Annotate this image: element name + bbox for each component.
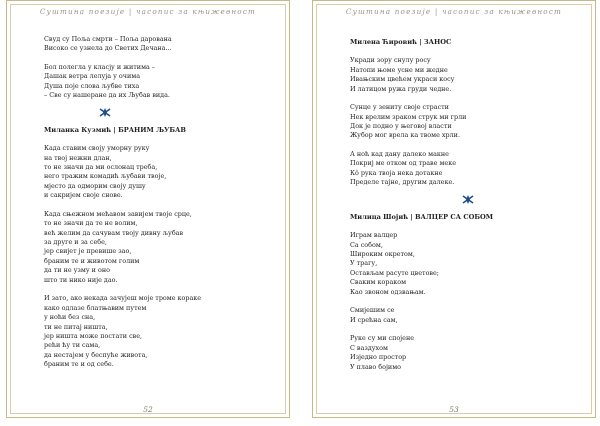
- poem-line: Широким окретом,: [350, 250, 415, 259]
- poem-line: то не значи да те не волим,: [44, 219, 138, 228]
- poem-stanza: [350, 231, 585, 297]
- poem-line: за друге и за себе,: [44, 238, 107, 247]
- page-left: [6, 0, 290, 418]
- poem-line: Руке су ми спојене: [350, 334, 414, 343]
- poem-line: Пределе тајне, другим далеке.: [350, 178, 455, 187]
- poem-line: већ желим да сачувам твоју дивну љубав: [44, 228, 184, 237]
- poem-stanza: [350, 56, 585, 94]
- poem-line: Високо се узнела до Светих Дечана...: [44, 44, 172, 53]
- page-number: 53: [449, 405, 459, 414]
- poem-line: и сакријем своје снове.: [44, 191, 123, 200]
- page-content: [44, 35, 279, 379]
- poem-line: на твој нежни длан,: [44, 153, 112, 162]
- poem-line: јер свијет је превише зао,: [44, 247, 132, 256]
- poem-line: јер ништа може постати све,: [44, 331, 143, 340]
- poem-stanza: [44, 210, 279, 285]
- section-divider-ornament-icon: [44, 108, 279, 118]
- poem-stanza: [350, 150, 585, 188]
- poem-line: А ноћ кад дану далеко макне: [350, 150, 449, 159]
- poem-line: Када ставим своју уморну руку: [44, 144, 150, 153]
- poem-line: Натопи њоме усне ми жедне: [350, 65, 448, 74]
- poem-title: Милица Шојић | ВАЛЦЕР СА СОБОМ: [350, 212, 493, 221]
- poem-line: Укради зору снулу росу: [350, 56, 431, 65]
- poem-line: Играм валцер: [350, 231, 398, 240]
- poem-line: мјесто да одморим своју душу: [44, 181, 146, 190]
- running-header: Суштина поезије | часопис за књижевност: [345, 7, 563, 16]
- poem-line: да ти не узму и оно: [44, 266, 110, 275]
- poem-line: Нек врелим зраком струк ми грли: [350, 112, 467, 121]
- poem-line: У плаво бојимо: [350, 362, 402, 371]
- poem-line: У трагу,: [350, 259, 378, 268]
- poem-line: Смијешим се: [350, 306, 395, 315]
- poem-line: Жубор мог врела ка твоме хрли.: [350, 131, 460, 140]
- poem-line: у ноћи без сна,: [44, 313, 96, 322]
- poem-line: И зато, ако некада зачујеш моје троме кораке: [44, 294, 202, 303]
- poem-stanza: [350, 334, 585, 372]
- poem-stanza: [44, 35, 279, 54]
- poem-line: то не значи да ми ослонац треба,: [44, 163, 158, 172]
- poem-stanza: [44, 63, 279, 101]
- poem-line: Остављам расуте цветове;: [350, 268, 439, 277]
- poem-line: – Све су нашеране да их Љубав вида.: [44, 91, 170, 100]
- poem-title: Миланка Кузмић | БРАНИМ ЉУБАВ: [44, 125, 186, 134]
- poem-line: Сунце у зениту своје страсти: [350, 103, 449, 112]
- poem-line: Кô рука твоја нека дотакне: [350, 168, 443, 177]
- poem-line: Свуд су Поља смрти – Поља дарована: [44, 35, 172, 43]
- poem-title: Милена Ћировић | ЗАНОС: [350, 38, 452, 46]
- poem-line: Када сњежном мећавом завијем твоје срце,: [44, 209, 192, 218]
- poem-line: да нестајем у беспуће живота,: [44, 350, 148, 359]
- poem-line: Изједно простор: [350, 353, 407, 362]
- poem-line: рећи ћу ти сама,: [44, 341, 101, 350]
- poem-line: браним те и од себе.: [44, 360, 114, 369]
- running-header: Суштина поезије | часопис за књижевност: [39, 7, 257, 16]
- poem-line: Као звоном одзвањам.: [350, 287, 426, 296]
- poem-line: И латицом ружа груди чедне.: [350, 84, 452, 93]
- poem-line: Бол полегла у класју и житима –: [44, 63, 156, 71]
- poem-stanza: [350, 306, 585, 325]
- poem-line: Док је подно у његовој власти: [350, 122, 452, 131]
- poem-line: браним те и животом голим: [44, 256, 140, 265]
- poem-line: како одлазе блатњавим путем: [44, 303, 147, 312]
- page-right: [312, 0, 596, 418]
- page-number: 52: [143, 405, 153, 414]
- poem-line: Покриј ме отком од траве меке: [350, 159, 456, 168]
- poem-line: Душа поје слова љубве тиха: [44, 81, 140, 90]
- poem-line: Дашак ветра лелуја у очима: [44, 72, 141, 81]
- poem-line: што ти нико није дао.: [44, 275, 118, 284]
- poem-line: него тражим комадић љубави твоје,: [44, 172, 167, 181]
- poem-stanza: [44, 294, 279, 369]
- poem-line: ти не питај ништа,: [44, 322, 108, 331]
- poem-line: Ивањским цвећем украси косу: [350, 75, 455, 84]
- poem-line: С ваздухом: [350, 343, 388, 352]
- poem-stanza: [350, 103, 585, 141]
- poem-line: И срећна сам,: [350, 315, 398, 324]
- poem-stanza: [44, 144, 279, 200]
- poem-line: Са собом,: [350, 240, 383, 249]
- section-divider-ornament-icon: [350, 195, 585, 205]
- poem-line: Сваким кораком: [350, 278, 407, 287]
- page-content: [350, 35, 585, 381]
